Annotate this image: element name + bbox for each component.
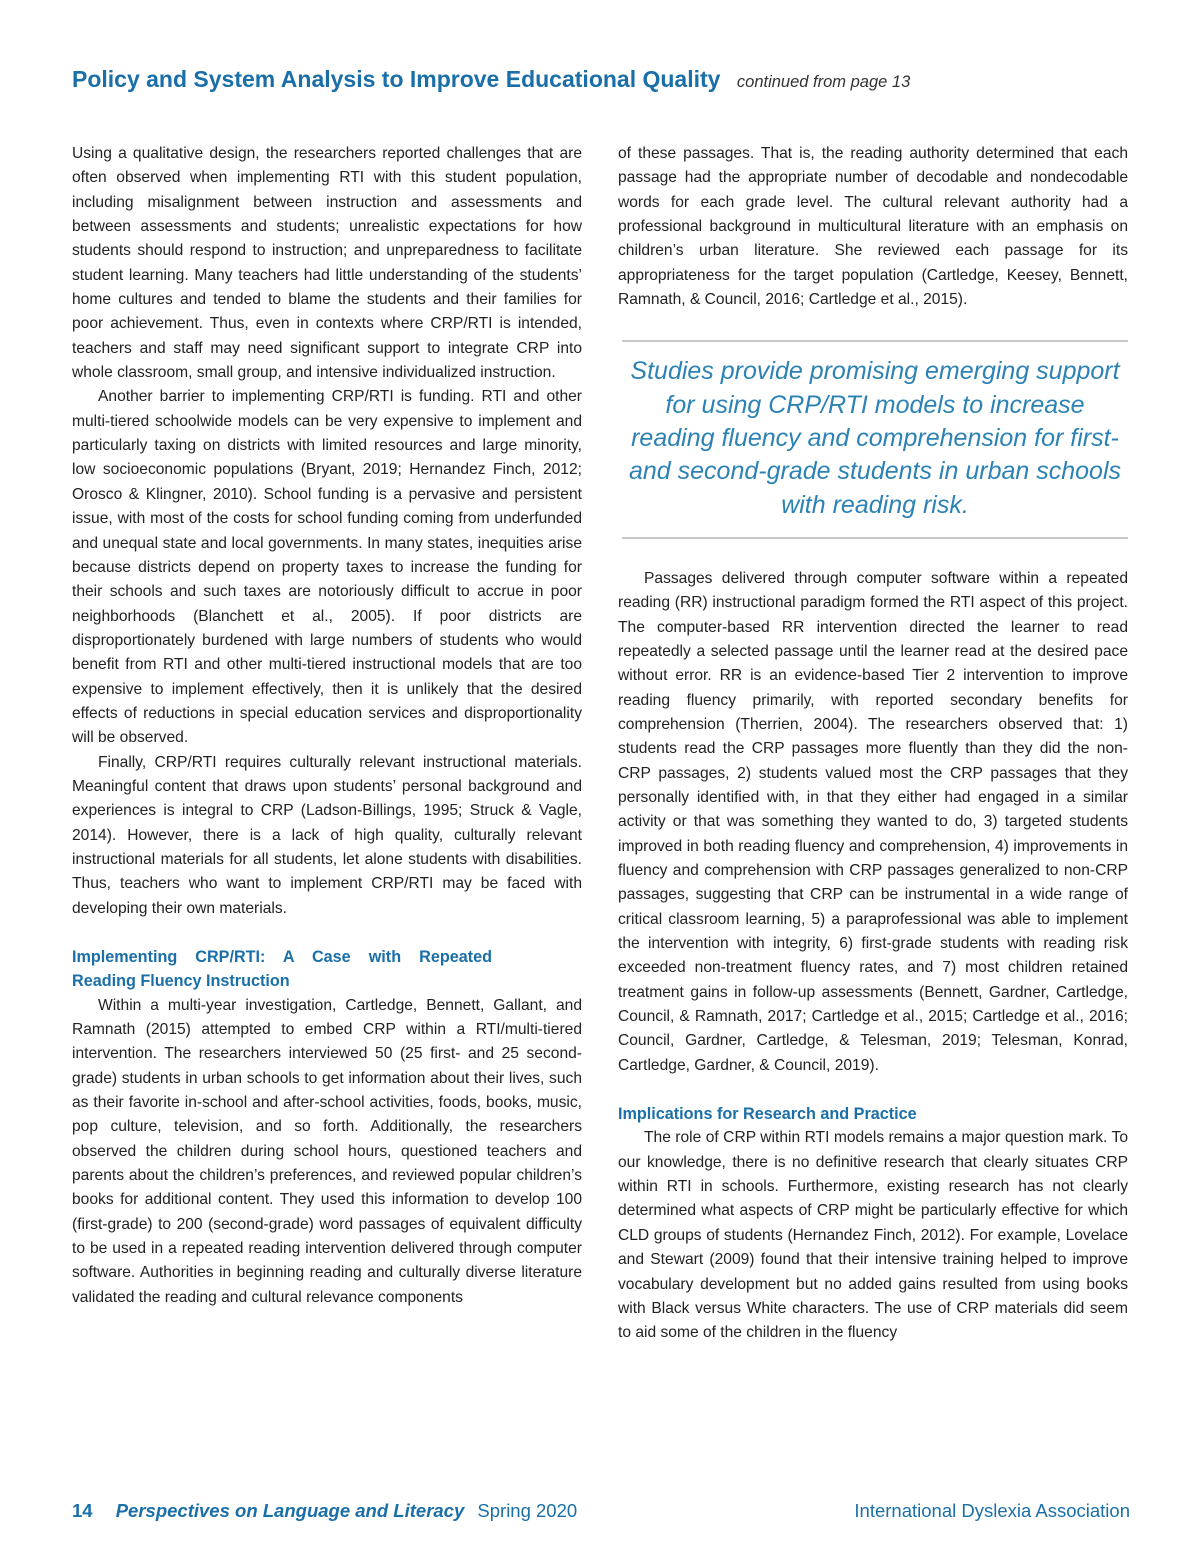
continued-note: continued from page 13 bbox=[736, 73, 911, 91]
paragraph: Within a multi-year investigation, Cartledge, Bennett, Gallant, and Ramnath (2015) attempted to embed CRP within a RTI/multi-tiered intervention. The researchers interviewed 50 (25 first- and 25 second-grade) students in urban schools to get information about their lives, such as their favorite in-school and after-school activities, foods, books, music, pop culture, television, and so forth. Additionally, the researchers observed the children during school hours, questioned teachers and parents about the children’s preferences, and reviewed popular children’s books for additional content. They used this information to develop 100 (first-grade) to 200 (second-grade) word passages of equivalent difficulty to be used in a repeated reading intervention delivered through computer software. Authorities in beginning reading and culturally diverse literature validated the reading and cultural relevance components bbox=[72, 996, 582, 1306]
left-column bbox=[72, 142, 582, 1310]
paragraph: Passages delivered through computer software within a repeated reading (RR) instructional paradigm formed the RTI aspect of this project. The computer-based RR intervention directed the learner to read repeatedly a selected passage until the learner read at the desired pace without error. RR is an evidence-based Tier 2 intervention to improve reading fluency primarily, with reported secondary benefits for comprehension (Therrien, 2004). The researchers observed that: 1) students read the CRP passages more fluently than they did the non-CRP passages, 2) students valued most the CRP passages that they personally identified with, in that they either had engaged in a similar activity or that was something they wanted to do, 3) targeted students improved in both reading fluency and comprehension, 4) improvements in fluency and comprehension with CRP passages generalized to non-CRP passages, suggesting that CRP can be instrumental in a wide range of critical classroom learning, 5) a paraprofessional was able to implement the intervention with integrity, 6) first-grade students with reading risk exceeded non-treatment fluency rates, and 7) most children retained treatment gains in follow-up assessments (Bennett, Gardner, Cartledge, Council, & Ramnath, 2017; Cartledge et al., 2015; Cartledge et al., 2016; Council, Gardner, Cartledge, & Telesman, 2019; Telesman, Konrad, Cartledge, Gardner, & Council, 2019). bbox=[618, 569, 1128, 1074]
issue-date: Spring 2020 bbox=[477, 1500, 578, 1521]
page-footer bbox=[72, 1500, 1130, 1526]
paragraph: Using a qualitative design, the researchers reported challenges that are often observed when implementing RTI with this student population, including misalignment between instruction and assessments and between assessments and students; unrealistic expectations for how students should respond to instruction; and unpreparedness to facilitate student learning. Many teachers had little understanding of the students’ home cultures and tended to blame the students and their families for poor achievement. Thus, even in contexts where CRP/RTI is intended, teachers and staff may need significant support to integrate CRP into whole classroom, small group, and intensive individualized instruction. bbox=[72, 145, 582, 382]
journal-title: Perspectives on Language and Literacy bbox=[115, 1500, 465, 1521]
right-column bbox=[618, 142, 1128, 1346]
publisher-name: International Dyslexia Association bbox=[854, 1500, 1130, 1521]
page-header bbox=[72, 66, 1132, 93]
paragraph: of these passages. That is, the reading authority determined that each passage had the appropriate number of decodable and nondecodable words for each grade level. The cultural relevant authority had a professional background in multicultural literature with an emphasis on children’s urban literature. She reviewed each passage for its appropriateness for the target population (Cartledge, Keesey, Bennett, Ramnath, & Council, 2016; Cartledge et al., 2015). bbox=[618, 145, 1128, 309]
page-number: 14 bbox=[72, 1500, 93, 1521]
footer-left bbox=[72, 1500, 577, 1522]
spacer bbox=[618, 1078, 1128, 1102]
pull-quote: Studies provide promising emerging support for using CRP/RTI models to increase reading fluency and comprehension for first- and second-grade students in urban schools with reading risk. bbox=[629, 357, 1121, 519]
article-title: Policy and System Analysis to Improve Educational Quality bbox=[72, 66, 721, 92]
paragraph: Finally, CRP/RTI requires culturally relevant instructional materials. Meaningful content that draws upon students’ personal background and experiences is integral to CRP (Ladson-Billings, 1995; Struck & Vagle, 2014). However, there is a lack of high quality, culturally relevant instructional materials for all students, let alone students with disabilities. Thus, teachers who want to implement CRP/RTI may be faced with developing their own materials. bbox=[72, 753, 582, 917]
spacer bbox=[72, 921, 582, 945]
section-heading-implications: Implications for Research and Practice bbox=[618, 1105, 917, 1124]
section-heading-implementing: Implementing CRP/RTI: A Case with Repeated Reading Fluency Instruction bbox=[72, 948, 492, 991]
pull-quote-box bbox=[622, 340, 1128, 538]
paragraph: The role of CRP within RTI models remains a major question mark. To our knowledge, there is no definitive research that clearly situates CRP within RTI in schools. Furthermore, existing research has not clearly determined what aspects of CRP might be particularly effective for which CLD groups of students (Hernandez Finch, 2012). For example, Lovelace and Stewart (2009) found that their intensive training helped to improve vocabulary development but no added gains resulted from using books with Black versus White characters. The use of CRP materials did seem to aid some of the children in the fluency bbox=[618, 1129, 1128, 1342]
paragraph: Another barrier to implementing CRP/RTI is funding. RTI and other multi-tiered schoolwide models can be very expensive to implement and particularly taxing on districts with limited resources and large minority, low socioeconomic populations (Bryant, 2019; Hernandez Finch, 2012; Orosco & Klingner, 2010). School funding is a pervasive and persistent issue, with most of the costs for school funding coming from underfunded and unequal state and local governments. In many states, inequities arise because districts depend on property taxes to increase the funding for their schools and such taxes are notoriously difficult to accrue in poor neighborhoods (Blanchett et al., 2005). If poor districts are disproportionately burdened with large numbers of students who would benefit from RTI and other multi-tiered instructional models that are too expensive to implement effectively, then it is unlikely that the desired effects of reductions in special education services and disproportionality will be observed. bbox=[72, 388, 582, 747]
